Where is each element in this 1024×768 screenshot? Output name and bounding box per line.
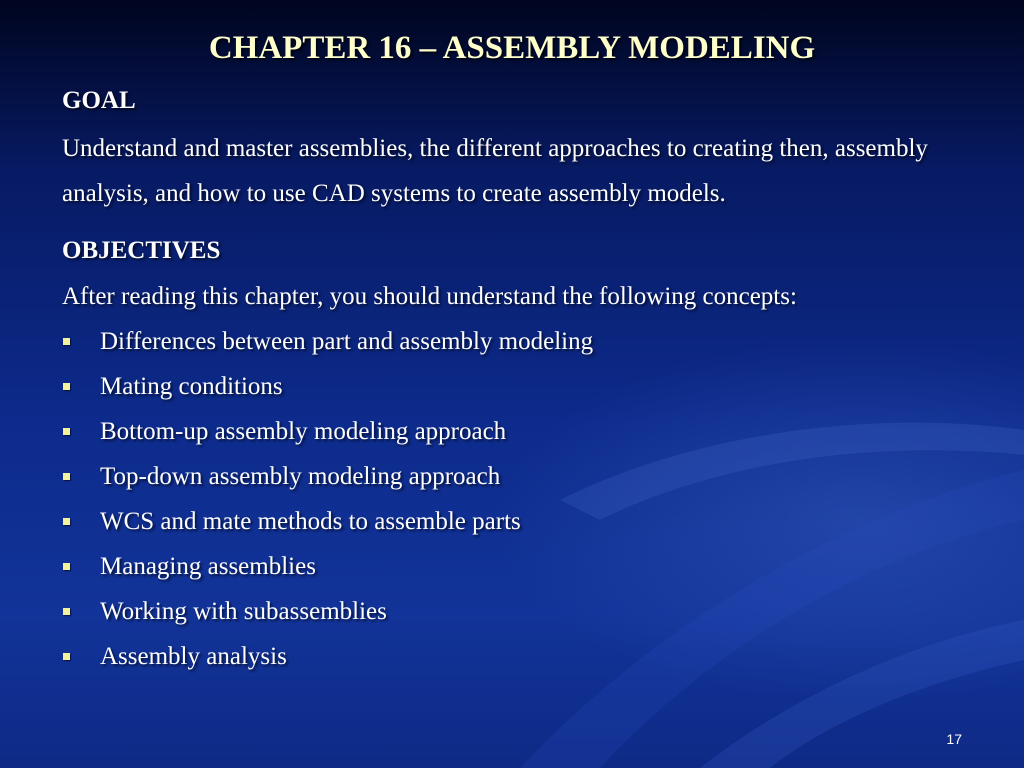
- list-item: [62, 589, 982, 634]
- square-bullet-icon: [63, 338, 70, 345]
- list-item-text: WCS and mate methods to assemble parts: [100, 508, 521, 535]
- square-bullet-icon: [63, 518, 70, 525]
- page-number: 17: [946, 731, 962, 747]
- square-bullet-icon: [63, 383, 70, 390]
- objectives-list: [62, 319, 982, 679]
- slide-title: CHAPTER 16 – ASSEMBLY MODELING: [208, 30, 816, 66]
- list-item-text: Managing assemblies: [100, 553, 316, 580]
- square-bullet-icon: [63, 428, 70, 435]
- list-item: [62, 499, 982, 544]
- list-item: [62, 409, 982, 454]
- list-item: [62, 544, 982, 589]
- list-item-text: Mating conditions: [100, 373, 283, 400]
- list-item: [62, 454, 982, 499]
- list-item-text: Bottom-up assembly modeling approach: [100, 418, 507, 445]
- list-item: [62, 364, 982, 409]
- objectives-heading: OBJECTIVES: [62, 237, 221, 264]
- list-item-text: Working with subassemblies: [100, 598, 387, 625]
- list-item-text: Top-down assembly modeling approach: [100, 463, 501, 490]
- objectives-intro: After reading this chapter, you should understand the following concepts:: [62, 283, 797, 310]
- list-item-text: Differences between part and assembly modeling: [100, 328, 594, 355]
- list-item-text: Assembly analysis: [100, 643, 287, 670]
- square-bullet-icon: [63, 473, 70, 480]
- goal-text: Understand and master assemblies, the different approaches to creating then, assembly analysis, and how to use CAD systems to create assembly models.: [62, 135, 928, 207]
- square-bullet-icon: [63, 563, 70, 570]
- slide-content: [62, 84, 982, 679]
- list-item: [62, 319, 982, 364]
- square-bullet-icon: [63, 653, 70, 660]
- goal-heading: GOAL: [62, 87, 136, 114]
- list-item: [62, 634, 982, 679]
- square-bullet-icon: [63, 608, 70, 615]
